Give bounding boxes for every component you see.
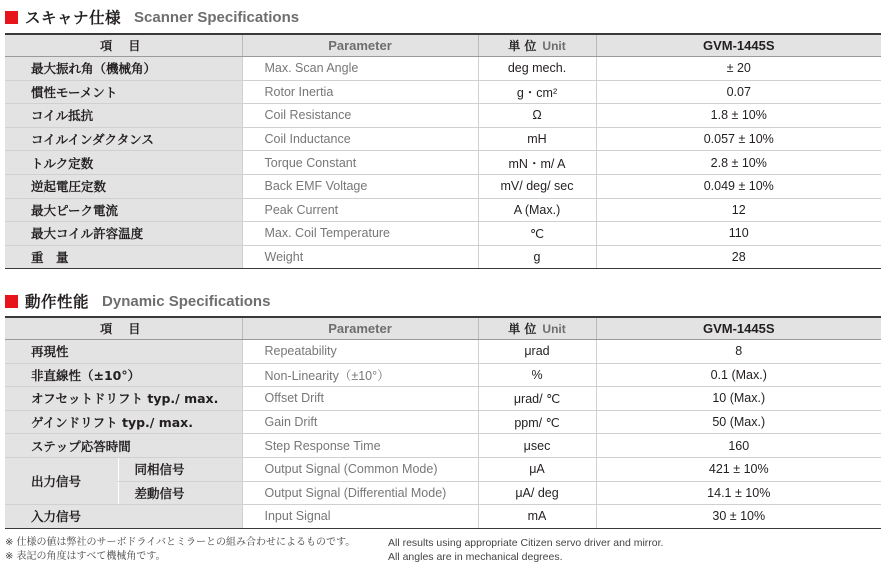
table-row xyxy=(5,363,881,387)
table-row xyxy=(5,481,881,505)
row-unit: μsec xyxy=(478,434,596,458)
row-parameter: Output Signal (Common Mode) xyxy=(242,457,478,481)
table-row xyxy=(5,80,881,104)
row-parameter: Peak Current xyxy=(242,198,478,222)
table-row xyxy=(5,505,881,529)
row-parameter: Input Signal xyxy=(242,505,478,529)
row-parameter: Step Response Time xyxy=(242,434,478,458)
row-label: 再現性 xyxy=(5,340,242,364)
row-value: 110 xyxy=(596,222,881,246)
row-unit: ppm/ ℃ xyxy=(478,410,596,434)
row-unit: deg mech. xyxy=(478,57,596,81)
notes-en xyxy=(388,536,663,564)
header-unit-jp: 単 位 xyxy=(508,39,537,53)
row-label: ステップ応答時間 xyxy=(5,434,242,458)
row-label: コイルインダクタンス xyxy=(5,127,242,151)
row-value: 14.1 ± 10% xyxy=(596,481,881,505)
row-label: 最大コイル許容温度 xyxy=(5,222,242,246)
row-label: 慣性モーメント xyxy=(5,80,242,104)
row-unit: A (Max.) xyxy=(478,198,596,222)
note-line: All angles are in mechanical degrees. xyxy=(388,551,563,563)
note-line: ※ 表記の角度はすべて機械角です。 xyxy=(5,551,166,562)
row-parameter: Max. Coil Temperature xyxy=(242,222,478,246)
row-value: 10 (Max.) xyxy=(596,387,881,411)
row-sub-label: 同相信号 xyxy=(118,457,242,481)
row-label: 入力信号 xyxy=(5,505,242,529)
row-label: 最大ピーク電流 xyxy=(5,198,242,222)
scanner-spec-table xyxy=(5,33,881,269)
header-parameter: Parameter xyxy=(242,317,478,340)
row-parameter: Coil Inductance xyxy=(242,127,478,151)
row-value: 160 xyxy=(596,434,881,458)
row-unit: mV/ deg/ sec xyxy=(478,174,596,198)
table-row xyxy=(5,104,881,128)
row-parameter: Max. Scan Angle xyxy=(242,57,478,81)
row-unit: % xyxy=(478,363,596,387)
row-value: 2.8 ± 10% xyxy=(596,151,881,175)
dynamic-title-en: Dynamic Specifications xyxy=(102,292,271,310)
row-unit: g・cm² xyxy=(478,80,596,104)
table-row xyxy=(5,245,881,269)
header-parameter: Parameter xyxy=(242,34,478,57)
scanner-title-en: Scanner Specifications xyxy=(134,8,300,26)
table-row xyxy=(5,174,881,198)
row-parameter: Output Signal (Differential Mode) xyxy=(242,481,478,505)
row-value: 0.057 ± 10% xyxy=(596,127,881,151)
row-unit: mA xyxy=(478,505,596,529)
dynamic-title-jp: 動作性能 xyxy=(25,293,90,311)
row-value: 8 xyxy=(596,340,881,364)
row-value: 50 (Max.) xyxy=(596,410,881,434)
table-row xyxy=(5,434,881,458)
header-model: GVM-1445S xyxy=(596,34,881,57)
row-label: 逆起電圧定数 xyxy=(5,174,242,198)
row-sub-label: 差動信号 xyxy=(118,481,242,505)
row-label: オフセットドリフト typ./ max. xyxy=(5,387,242,411)
row-label: ゲインドリフト typ./ max. xyxy=(5,410,242,434)
row-parameter: Torque Constant xyxy=(242,151,478,175)
row-label: コイル抵抗 xyxy=(5,104,242,128)
header-unit xyxy=(478,34,596,57)
dynamic-spec-table xyxy=(5,316,881,529)
row-unit: ℃ xyxy=(478,222,596,246)
row-label: 非直線性（±10°） xyxy=(5,363,242,387)
red-square-icon xyxy=(5,295,18,308)
output-signal-label: 出力信号 xyxy=(5,457,118,504)
dynamic-section-title xyxy=(5,290,270,312)
row-label: 最大振れ角（機械角） xyxy=(5,57,242,81)
row-parameter: Back EMF Voltage xyxy=(242,174,478,198)
header-item: 項 目 xyxy=(5,317,242,340)
row-unit: Ω xyxy=(478,104,596,128)
row-value: 1.8 ± 10% xyxy=(596,104,881,128)
table-row xyxy=(5,340,881,364)
header-unit xyxy=(478,317,596,340)
row-value: 0.1 (Max.) xyxy=(596,363,881,387)
row-label: 重 量 xyxy=(5,245,242,269)
row-unit: μrad/ ℃ xyxy=(478,387,596,411)
scanner-section-title xyxy=(5,6,299,28)
header-unit-en: Unit xyxy=(542,322,566,336)
row-parameter: Weight xyxy=(242,245,478,269)
row-unit: mH xyxy=(478,127,596,151)
table-row xyxy=(5,57,881,81)
row-unit: μA xyxy=(478,457,596,481)
row-parameter: Repeatability xyxy=(242,340,478,364)
table-row xyxy=(5,457,881,481)
row-label: トルク定数 xyxy=(5,151,242,175)
red-square-icon xyxy=(5,11,18,24)
row-value: ± 20 xyxy=(596,57,881,81)
row-unit: g xyxy=(478,245,596,269)
table-row xyxy=(5,151,881,175)
note-line: ※ 仕様の値は弊社のサーボドライバとミラーとの組み合わせによるものです。 xyxy=(5,537,356,548)
header-unit-jp: 単 位 xyxy=(508,322,537,336)
header-unit-en: Unit xyxy=(542,39,566,53)
row-value: 28 xyxy=(596,245,881,269)
table-row xyxy=(5,198,881,222)
row-value: 0.07 xyxy=(596,80,881,104)
row-parameter: Coil Resistance xyxy=(242,104,478,128)
row-value: 12 xyxy=(596,198,881,222)
table-header-row xyxy=(5,317,881,340)
row-unit: mN・m/ A xyxy=(478,151,596,175)
row-unit: μrad xyxy=(478,340,596,364)
note-line: All results using appropriate Citizen servo driver and mirror. xyxy=(388,537,664,549)
row-parameter: Rotor Inertia xyxy=(242,80,478,104)
header-model: GVM-1445S xyxy=(596,317,881,340)
table-header-row xyxy=(5,34,881,57)
row-parameter: Non-Linearity（±10°） xyxy=(242,363,478,387)
scanner-title-jp: スキャナ仕様 xyxy=(25,9,122,27)
header-item: 項 目 xyxy=(5,34,242,57)
row-value: 0.049 ± 10% xyxy=(596,174,881,198)
table-row xyxy=(5,387,881,411)
table-row xyxy=(5,127,881,151)
row-parameter: Gain Drift xyxy=(242,410,478,434)
row-value: 30 ± 10% xyxy=(596,505,881,529)
row-value: 421 ± 10% xyxy=(596,457,881,481)
table-row xyxy=(5,222,881,246)
row-unit: μA/ deg xyxy=(478,481,596,505)
notes-jp xyxy=(5,536,355,564)
table-row xyxy=(5,410,881,434)
row-parameter: Offset Drift xyxy=(242,387,478,411)
